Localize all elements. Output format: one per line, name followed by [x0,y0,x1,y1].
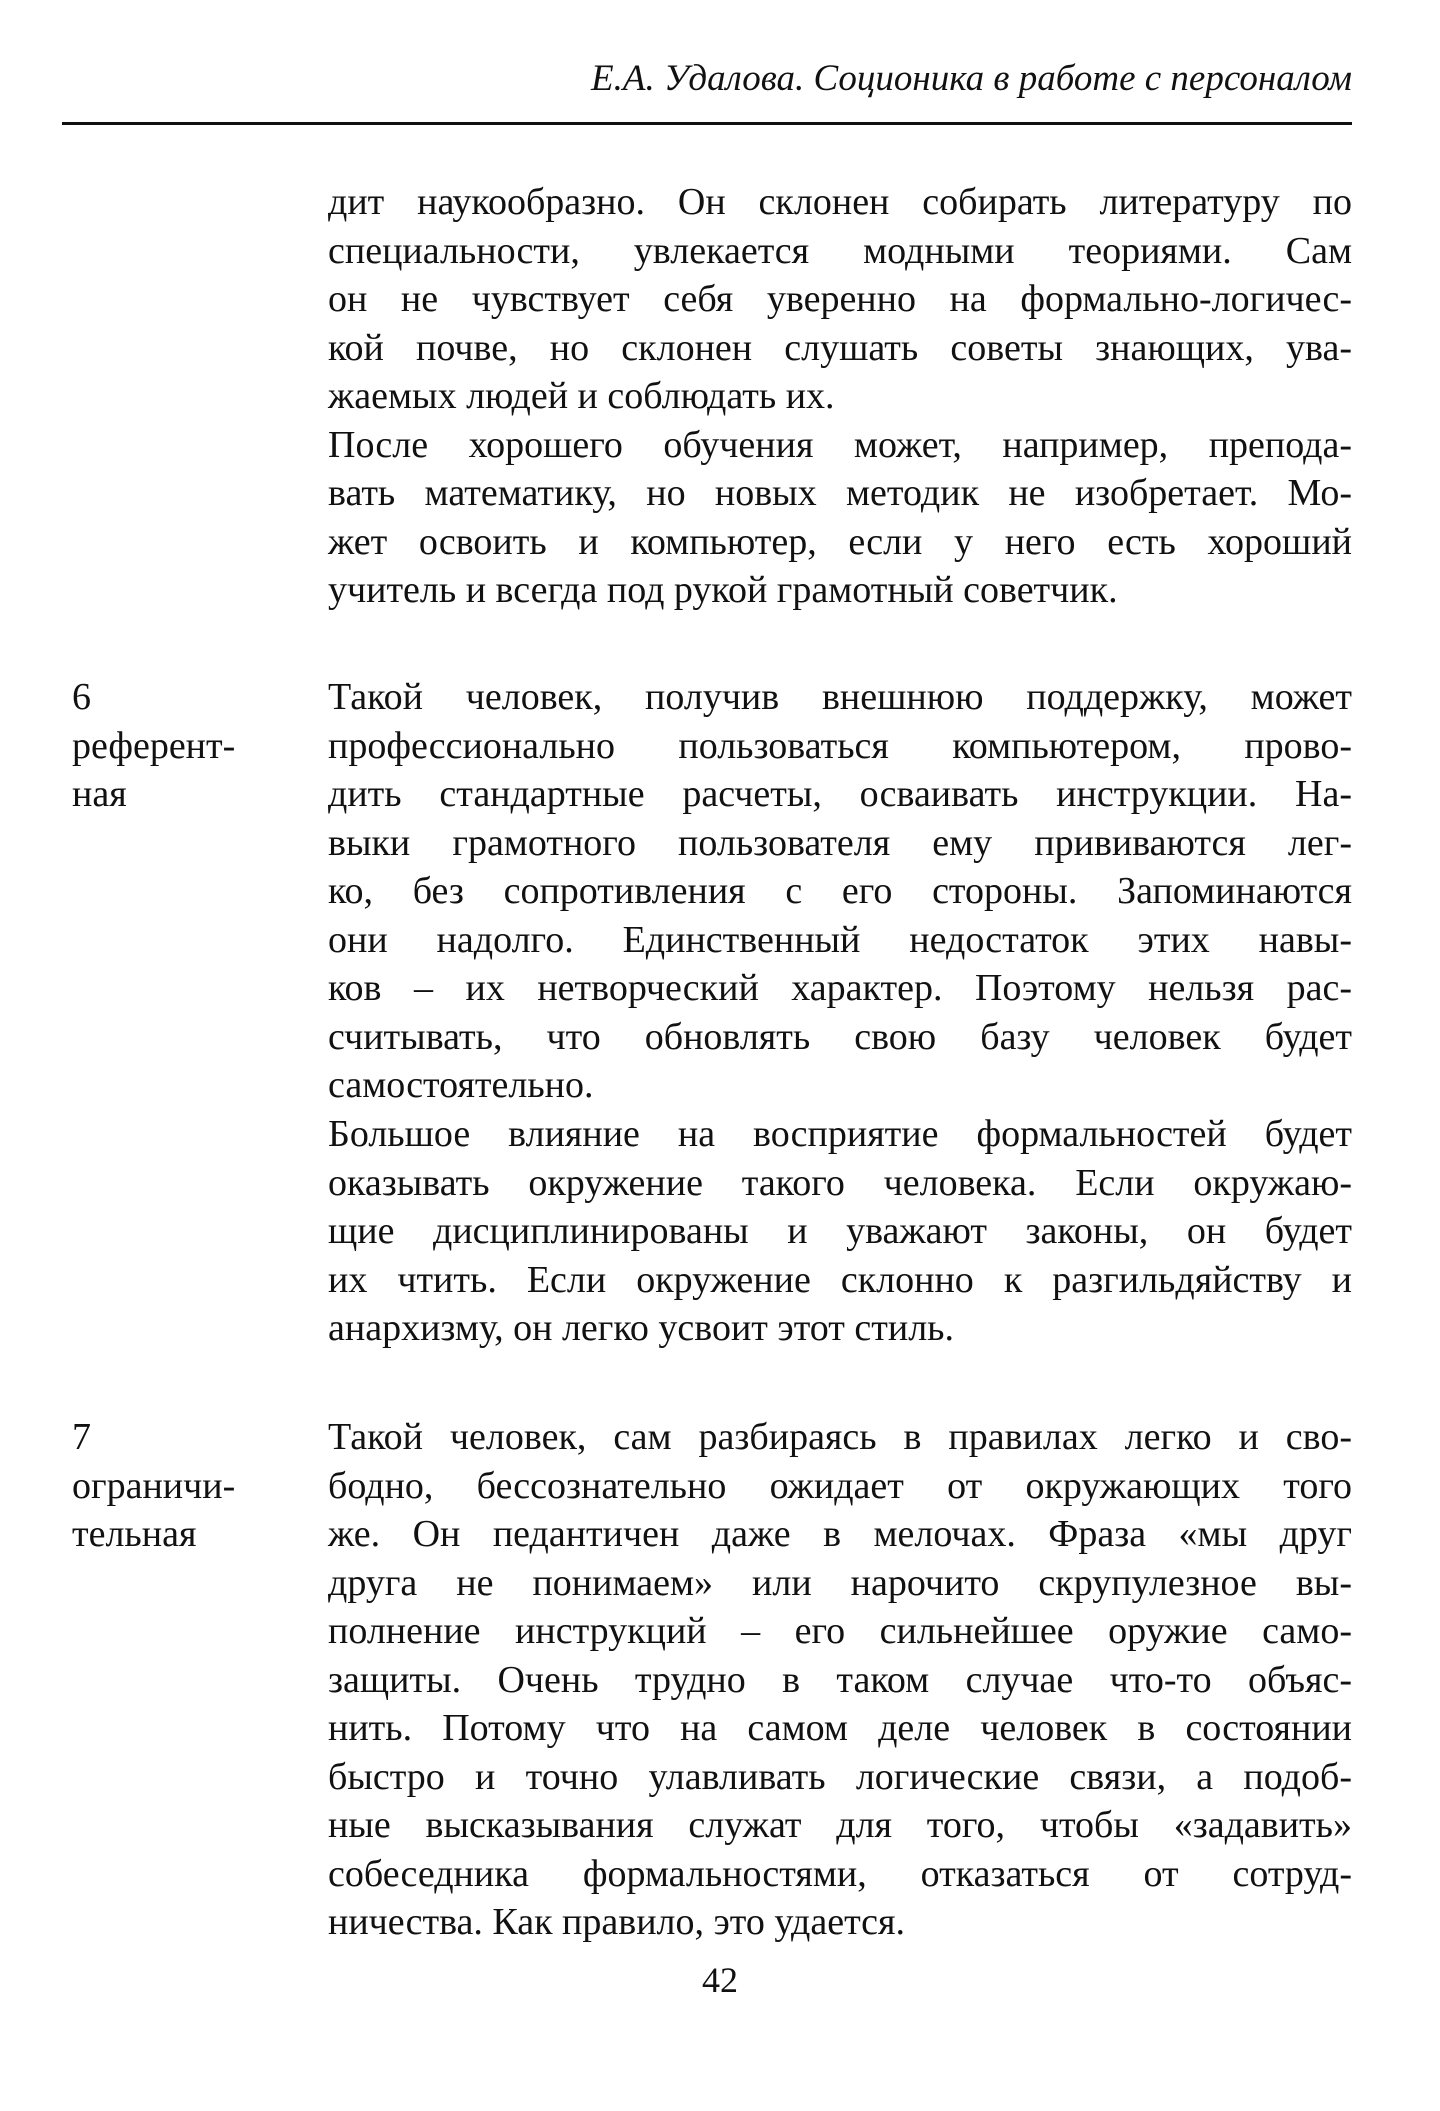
text-line: бодно, бессознательно ожидает от окружающих того [328,1464,1352,1507]
text-line: самостоятельно. [328,1064,594,1106]
section-7-label [72,1413,235,1559]
text-line: друга не понимаем» или нарочито скрупулезное вы- [328,1561,1352,1604]
text-line: профессионально пользоваться компьютером, прово- [328,724,1352,767]
section-label-line: референт- [72,724,236,767]
running-header [62,60,1352,125]
section-6-paragraph-2 [328,1110,1352,1353]
text-line: Такой человек, сам разбираясь в правилах легко и сво- [328,1416,1352,1458]
page-number: 42 [702,1960,738,2000]
section-number: 6 [72,676,91,718]
text-line: ков – их нетворческий характер. Поэтому нельзя рас- [328,967,1352,1009]
text-line: собеседника формальностями, отказаться от сотруд- [328,1852,1352,1895]
section-label-line: тельная [72,1513,197,1555]
section-number: 7 [72,1416,91,1458]
text-line: ко, без сопротивления с его стороны. Запоминаются [328,870,1352,912]
text-line: они надолго. Единственный недостаток этих навы- [328,918,1352,961]
section-label-line: ная [72,773,127,815]
text-line: Большое влияние на восприятие формальностей будет [328,1113,1352,1155]
text-line: ничества. Как правило, это удается. [328,1901,905,1943]
text-line: Такой человек, получив внешнюю поддержку, может [328,676,1352,718]
text-line: он не чувствует себя уверенно на формально-логичес- [328,278,1352,320]
text-line: оказывать окружение такого человека. Если окружаю- [328,1161,1352,1204]
text-line: жет освоить и компьютер, если у него есть хороший [328,520,1352,563]
intro-paragraph-2 [328,421,1352,615]
text-line: щие дисциплинированы и уважают законы, он будет [328,1210,1352,1252]
section-7-paragraph-1 [328,1413,1352,1947]
text-line: дить стандартные расчеты, осваивать инструкции. На- [328,773,1352,815]
text-line: кой почве, но склонен слушать советы знающих, ува- [328,326,1352,369]
text-line: же. Он педантичен даже в мелочах. Фраза «мы друг [328,1513,1352,1555]
text-line: анархизму, он легко усвоит этот стиль. [328,1307,955,1349]
text-line: учитель и всегда под рукой грамотный советчик. [328,569,1118,611]
text-line: выки грамотного пользователя ему прививаются лег- [328,821,1352,864]
text-line: После хорошего обучения может, например, препода- [328,423,1352,466]
section-label-line: ограничи- [72,1464,236,1507]
section-6-label [72,673,235,819]
text-line: жаемых людей и соблюдать их. [328,375,835,417]
text-line: нить. Потому что на самом деле человек в состоянии [328,1707,1352,1749]
text-line: дит наукообразно. Он склонен собирать литературу по [328,181,1352,223]
header-title: Е.А. Удалова. Соционика в работе с персоналом [591,58,1352,99]
section-6-paragraph-1 [328,673,1352,1110]
text-line: специальности, увлекается модными теориями. Сам [328,229,1352,272]
text-line: защиты. Очень трудно в таком случае что-то объяс- [328,1658,1352,1701]
text-line: их чтить. Если окружение склонно к разгильдяйству и [328,1258,1352,1301]
text-line: ные высказывания служат для того, чтобы «задавить» [328,1804,1352,1846]
intro-paragraph-1 [328,178,1352,421]
text-line: полнение инструкций – его сильнейшее оружие само- [328,1610,1352,1652]
text-line: считывать, что обновлять свою базу человек будет [328,1015,1352,1058]
text-line: быстро и точно улавливать логические связи, а подоб- [328,1755,1352,1798]
text-line: вать математику, но новых методик не изобретает. Мо- [328,472,1352,514]
